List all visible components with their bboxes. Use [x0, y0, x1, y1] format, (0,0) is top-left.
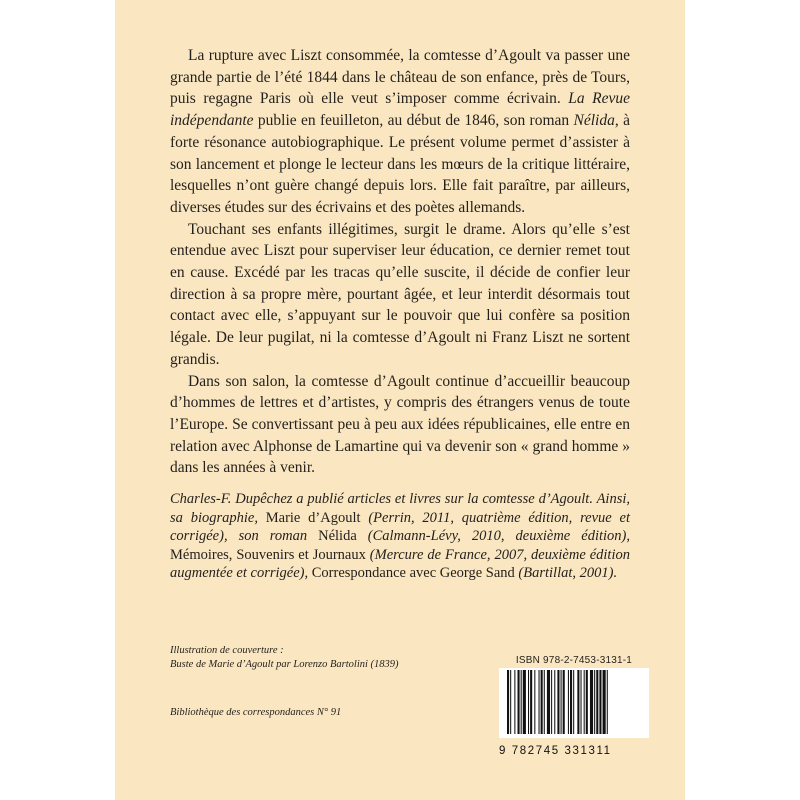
credit-text: Buste de Marie d’Agoult par Lorenzo Bartolini (1839): [170, 659, 399, 670]
series-name: Bibliothèque des correspondances N° 91: [170, 707, 342, 718]
blurb-paragraph-1: [170, 45, 630, 219]
author-bio: [170, 490, 630, 583]
book-title: Nélida: [318, 528, 357, 545]
book-title: Marie d’Agoult: [265, 509, 361, 526]
cover-illustration-credit: [170, 644, 470, 672]
credit-label: Illustration de couverture :: [170, 645, 284, 656]
back-cover: [115, 0, 685, 800]
isbn-label: ISBN 978-2-7453-3131-1: [515, 655, 633, 666]
bio-text: (Perrin, 2011, quatrième édition, revue et corrigée), son roman: [170, 509, 630, 545]
blurb: [170, 45, 630, 479]
bio-text: (Mercure de France, 2007, deuxième édition augmentée et corrigée),: [170, 546, 630, 582]
journal-title: La Revue indépendante: [170, 90, 630, 130]
blurb-text: , à forte résonance autobiographique. Le présent volume permet d’assister à son lancement et plonge le lecteur dans les mœurs de la critique littéraire, lesquelles n’ont guère changé depuis lors. Elle fait paraître, par ailleurs, diverses études sur des écrivains et des poètes allemands.: [170, 112, 630, 216]
bio-text: (Calmann-Lévy, 2010, deuxième édition),: [356, 528, 630, 545]
blurb-text: publie en feuilleton, au début de 1846, son roman: [253, 112, 574, 130]
isbn-barcode-block: [499, 655, 649, 757]
blurb-text: La rupture avec Liszt consommée, la comtesse d’Agoult va passer une grande partie de l’été 1844 dans le château de son enfance, près de Tours, puis regagne Paris où elle veut s’imposer comme écrivain.: [170, 47, 630, 108]
bio-text: Charles-F. Dupêchez a publié articles et livres sur la comtesse d’Agoult. Ainsi, sa biographie,: [170, 491, 630, 526]
novel-title: Nélida: [573, 112, 615, 130]
bio-text: (Bartillat, 2001).: [514, 565, 618, 582]
book-title: Correspondance avec George Sand: [311, 565, 515, 582]
isbn-digits: 9 782745 331311: [499, 745, 612, 757]
blurb-paragraph-3: Dans son salon, la comtesse d’Agoult continue d’accueillir beaucoup d’hommes de lettres et d’artistes, y compris des étrangers venus de toute l’Europe. Se convertissant peu à peu aux idées républicaines, elle entre en relation avec Alphonse de Lamartine qui va devenir son « grand homme » dans les années à venir.: [170, 372, 630, 477]
blurb-paragraph-2: Touchant ses enfants illégitimes, surgit le drame. Alors qu’elle s’est entendue avec Liszt pour superviser leur éducation, ce dernier remet tout en cause. Excédé par les tracas qu’elle suscite, il décide de confier leur direction à sa propre mère, pourtant âgée, et leur interdit désormais tout contact avec elle, s’appuyant sur le pouvoir que lui confère sa position légale. De leur pugilat, ni la comtesse d’Agoult ni Franz Liszt ne sortent grandis.: [170, 220, 630, 368]
barcode-icon: [499, 668, 649, 738]
book-title: Mémoires, Souvenirs et Journaux: [170, 546, 366, 563]
